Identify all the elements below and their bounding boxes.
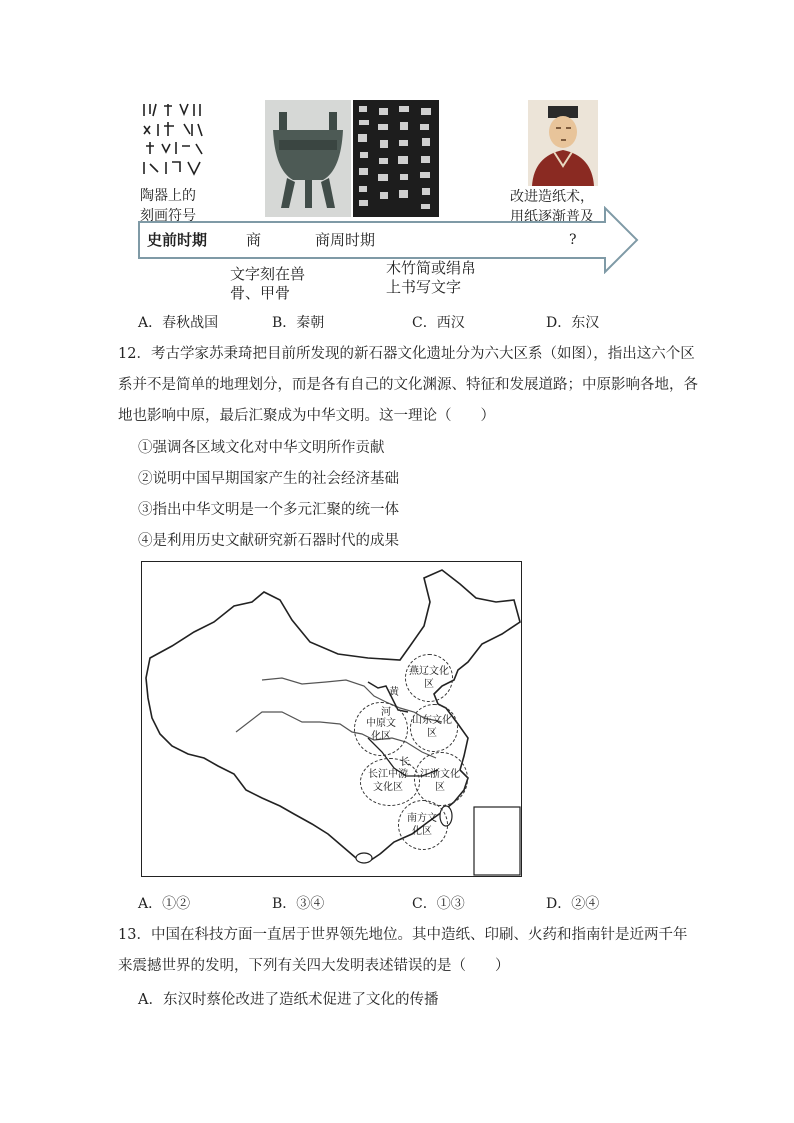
q11-option-b[interactable]: B．秦朝: [272, 315, 325, 331]
paper-label: 改进造纸术， 用纸逐渐普及: [510, 189, 594, 225]
river-label-he: 河: [381, 707, 391, 718]
q12-statement-4: ④是利用历史文献研究新石器时代的成果: [138, 533, 399, 549]
bamboo-slips-image: [353, 100, 439, 217]
region-label-shandong: 山东文化区: [412, 715, 452, 739]
q12-statement-2: ②说明中国早期国家产生的社会经济基础: [138, 471, 399, 487]
pottery-label: 陶器上的 刻画符号: [140, 188, 196, 224]
q13-question-text: 13．中国在科技方面一直居于世界领先地位。其中造纸、印刷、火药和指南针是近两千年来震撼世界的发明，下列有关四大发明表述错误的是（ ）: [118, 927, 688, 974]
arrow-item-question: ?: [569, 232, 577, 248]
q13-option-a[interactable]: A．东汉时蔡伦改进了造纸术促进了文化的传播: [138, 992, 439, 1008]
q12-statement-3: ③指出中华文明是一个多元汇聚的统一体: [138, 502, 399, 518]
region-label-jiangzhe: 江浙文化区: [420, 769, 460, 793]
pottery-marks-image: [140, 100, 208, 188]
region-label-yanliao: 燕辽文化区: [409, 666, 449, 690]
china-culture-map: [141, 561, 522, 877]
bamboo-label: 木竹简或绢帛 上书写文字: [386, 259, 477, 296]
q11-option-d[interactable]: D．东汉: [546, 315, 600, 331]
bone-label: 文字刻在兽 骨、甲骨: [230, 265, 306, 302]
region-label-changjiang: 长江中游文化区: [368, 769, 408, 793]
china-outline: [142, 562, 522, 877]
river-label-huang: 黄: [389, 687, 399, 698]
region-label-nanfang: 南方文化区: [407, 813, 437, 837]
arrow-item-shang-zhou: 商周时期: [315, 231, 376, 249]
q12-option-c[interactable]: C．①③: [412, 896, 465, 912]
q11-option-c[interactable]: C．西汉: [412, 315, 465, 331]
cai-lun-portrait-image: [528, 100, 598, 186]
bronze-ding-image: [265, 100, 351, 217]
q12-option-d[interactable]: D．②④: [546, 896, 600, 912]
q12-statement-1: ①强调各区域文化对中华文明所作贡献: [138, 440, 385, 456]
q11-option-a[interactable]: A．春秋战国: [138, 315, 219, 331]
q12-option-a[interactable]: A．①②: [138, 896, 191, 912]
q12-question-text: 12．考古学家苏秉琦把目前所发现的新石器文化遗址分为六大区系（如图），指出这六个区系并不是简单的地理划分，而是各有自己的文化渊源、特征和发展道路；中原影响各地，各地也影响中原，最后汇聚成为中华文明。这一理论（ ）: [118, 346, 698, 424]
arrow-item-shang: 商: [246, 231, 262, 249]
river-label-chang: 长: [400, 757, 410, 768]
q12-option-b[interactable]: B．③④: [272, 896, 325, 912]
region-label-zhongyuan: 中原文化区: [366, 718, 396, 742]
arrow-item-prehistoric: 史前时期: [147, 231, 208, 249]
